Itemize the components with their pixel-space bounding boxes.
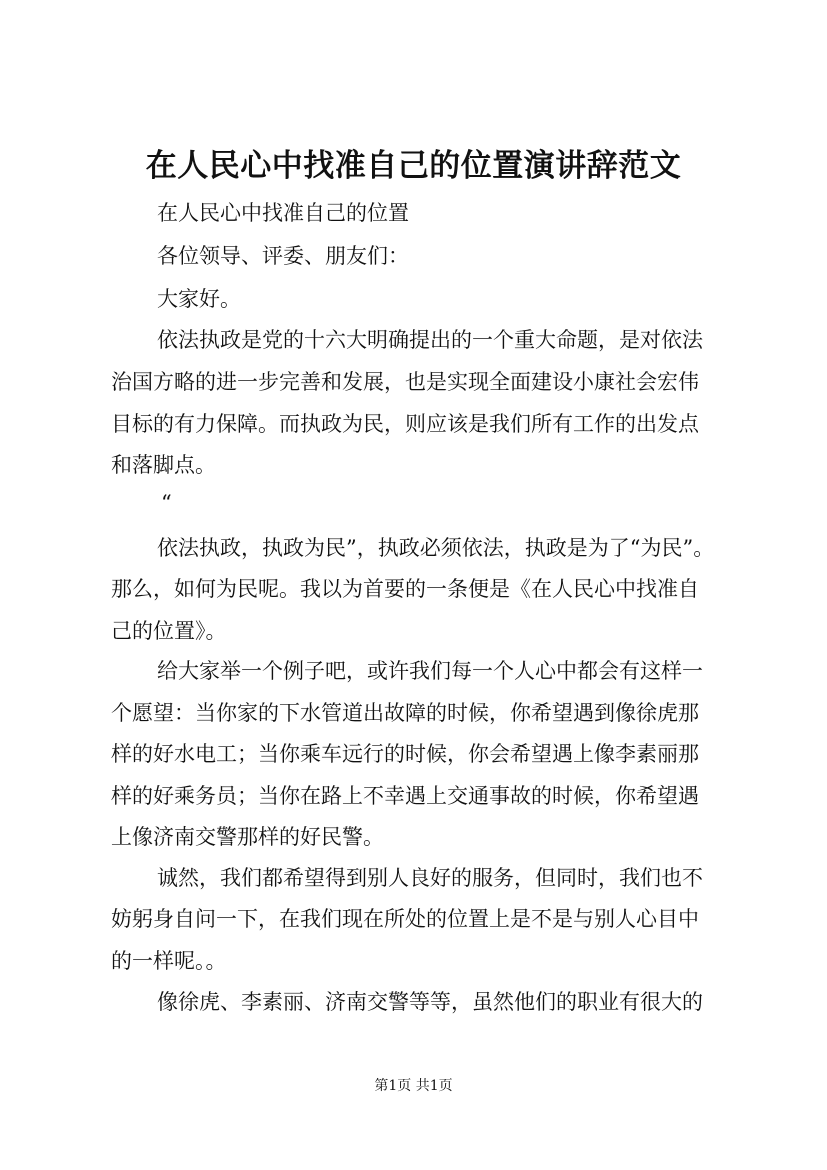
page-footer: 第1页 共1页 [374, 1078, 453, 1094]
quote-mark-line: “ [161, 491, 172, 515]
paragraph-line: 和落脚点。 [111, 453, 216, 477]
paragraph-line: 妨躬身自问一下，在我们现在所处的位置上是不是与别人心目中 [111, 907, 699, 931]
subtitle-line: 在人民心中找准自己的位置 [157, 201, 409, 225]
paragraph-line: 样的好水电工；当你乘车远行的时候，你会希望遇上像李素丽那 [111, 742, 699, 766]
greeting-line: 大家好。 [157, 287, 241, 311]
paragraph-line: 依法执政，执政为民”，执政必须依法，执政是为了“为民”。 [157, 536, 715, 560]
salutation-line: 各位领导、评委、朋友们： [157, 244, 409, 268]
paragraph-line: 诚然，我们都希望得到别人良好的服务，但同时，我们也不 [157, 866, 703, 890]
paragraph-line: 给大家举一个例子吧，或许我们每一个人心中都会有这样一 [157, 659, 703, 683]
paragraph-line: 己的位置》。 [111, 619, 227, 643]
document-title: 在人民心中找准自己的位置演讲辞范文 [145, 148, 682, 184]
paragraph-line: 治国方略的进一步完善和发展，也是实现全面建设小康社会宏伟 [111, 370, 699, 394]
paragraph-line: 个愿望：当你家的下水管道出故障的时候，你希望遇到像徐虎那 [111, 701, 699, 725]
paragraph-line: 那么，如何为民呢。我以为首要的一条便是《在人民心中找准自 [111, 577, 699, 601]
paragraph-line: 的一样呢。。 [111, 949, 227, 973]
paragraph-line: 目标的有力保障。而执政为民，则应该是我们所有工作的出发点 [111, 412, 699, 436]
paragraph-line: 上像济南交警那样的好民警。 [111, 825, 384, 849]
paragraph-line: 样的好乘务员；当你在路上不幸遇上交通事故的时候，你希望遇 [111, 784, 699, 808]
paragraph-line: 像徐虎、李素丽、济南交警等等，虽然他们的职业有很大的 [157, 990, 703, 1014]
paragraph-line: 依法执政是党的十六大明确提出的一个重大命题，是对依法 [157, 328, 703, 352]
